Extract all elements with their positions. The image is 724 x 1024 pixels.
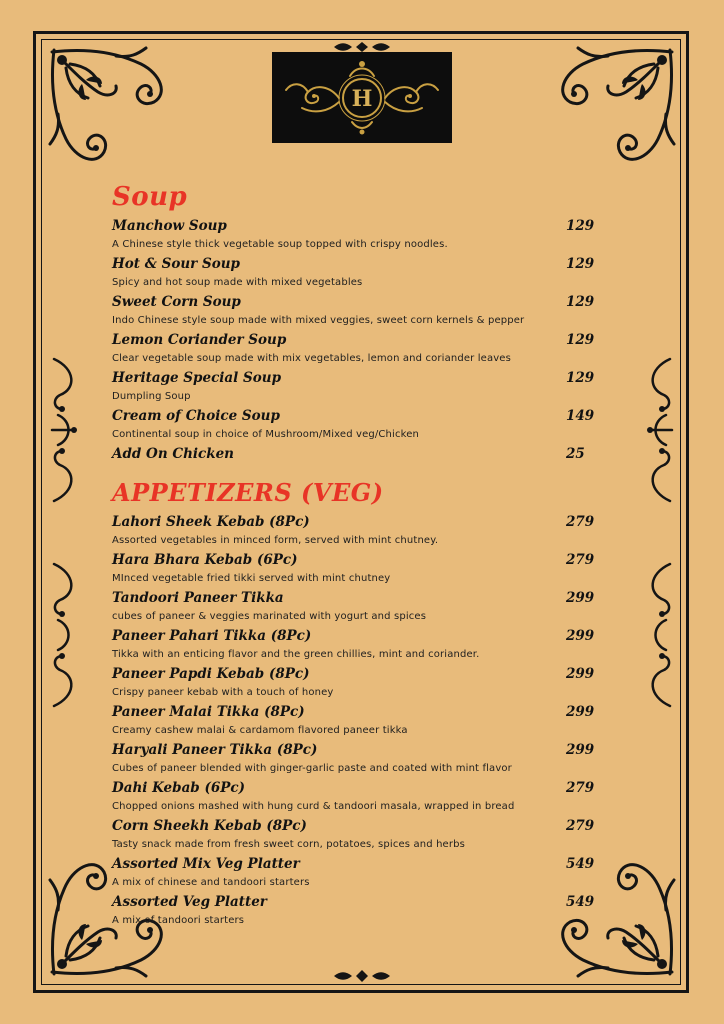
item-description: Continental soup in choice of Mushroom/Mixed veg/Chicken [112,429,419,440]
item-description: Assorted vegetables in minced form, served with mint chutney. [112,535,439,546]
menu-item [112,740,602,778]
side-scroll-ornament-icon [48,560,82,710]
item-name: Cream of Choice Soup [112,408,280,424]
item-price: 129 [566,256,595,272]
menu-item [112,512,602,550]
side-scroll-ornament-icon [642,560,676,710]
menu-item [112,330,602,368]
menu-item [112,778,602,816]
item-price: 279 [566,552,595,568]
item-name: Paneer Papdi Kebab (8Pc) [112,666,310,682]
menu-item [112,368,602,406]
menu-item [112,292,602,330]
item-price: 129 [566,218,595,234]
section-title-appetizers: APPETIZERS (VEG) [112,478,384,507]
item-price: 129 [566,370,595,386]
item-name: Tandoori Paneer Tikka [112,590,284,606]
menu-item [112,550,602,588]
item-price: 279 [566,780,595,796]
corner-flourish-icon [46,44,176,174]
item-name: Paneer Pahari Tikka (8Pc) [112,628,312,644]
item-description: Crispy paneer kebab with a touch of honey [112,687,334,698]
item-price: 25 [566,446,585,462]
menu-item [112,216,602,254]
item-description: Creamy cashew malai & cardamom flavored paneer tikka [112,725,408,736]
section-title-soup: Soup [112,182,188,212]
item-description: A mix of tandoori starters [112,915,245,926]
item-name: Corn Sheekh Kebab (8Pc) [112,818,307,834]
item-price: 279 [566,514,595,530]
item-description: Indo Chinese style soup made with mixed veggies, sweet corn kernels & pepper [112,315,525,326]
item-description: Spicy and hot soup made with mixed vegetables [112,277,363,288]
side-scroll-ornament-icon [48,355,82,505]
restaurant-logo [272,52,452,143]
item-description: Cubes of paneer blended with ginger-garlic paste and coated with mint flavor [112,763,512,774]
menu-item [112,702,602,740]
item-description: Tasty snack made from fresh sweet corn, potatoes, spices and herbs [112,839,465,850]
menu-item [112,854,602,892]
item-description: Chopped onions mashed with hung curd & tandoori masala, wrapped in bread [112,801,515,812]
item-description: cubes of paneer & veggies marinated with yogurt and spices [112,611,427,622]
item-price: 129 [566,332,595,348]
item-name: Sweet Corn Soup [112,294,241,310]
item-name: Lemon Coriander Soup [112,332,287,348]
item-description: MInced vegetable fried tikki served with mint chutney [112,573,391,584]
corner-flourish-icon [548,44,678,174]
logo-crest-icon [272,52,452,143]
item-name: Lahori Sheek Kebab (8Pc) [112,514,310,530]
item-price: 299 [566,704,595,720]
item-price: 299 [566,666,595,682]
item-price: 549 [566,856,595,872]
menu-item [112,626,602,664]
menu-content [112,178,602,930]
item-name: Manchow Soup [112,218,227,234]
item-name: Dahi Kebab (6Pc) [112,780,245,796]
item-price: 549 [566,894,595,910]
item-description: A Chinese style thick vegetable soup topped with crispy noodles. [112,239,448,250]
item-price: 149 [566,408,595,424]
item-name: Assorted Veg Platter [112,894,267,910]
item-price: 299 [566,628,595,644]
item-name: Hara Bhara Kebab (6Pc) [112,552,298,568]
item-name: Paneer Malai Tikka (8Pc) [112,704,305,720]
item-description: Tikka with an enticing flavor and the green chillies, mint and coriander. [112,649,480,660]
menu-item [112,664,602,702]
logo-letter: H [351,86,373,112]
item-price: 299 [566,742,595,758]
side-scroll-ornament-icon [642,355,676,505]
item-name: Haryali Paneer Tikka (8Pc) [112,742,318,758]
item-description: Clear vegetable soup made with mix vegetables, lemon and coriander leaves [112,353,511,364]
menu-item [112,588,602,626]
menu-item [112,406,602,444]
item-description: A mix of chinese and tandoori starters [112,877,310,888]
menu-item [112,892,602,930]
item-description: Dumpling Soup [112,391,191,402]
item-name: Add On Chicken [112,446,234,462]
item-price: 299 [566,590,595,606]
bottom-center-ornament-icon [330,968,394,984]
item-name: Hot & Sour Soup [112,256,240,272]
item-name: Heritage Special Soup [112,370,282,386]
item-price: 279 [566,818,595,834]
menu-item [112,444,602,464]
menu-item [112,816,602,854]
item-name: Assorted Mix Veg Platter [112,856,300,872]
menu-item [112,254,602,292]
item-price: 129 [566,294,595,310]
